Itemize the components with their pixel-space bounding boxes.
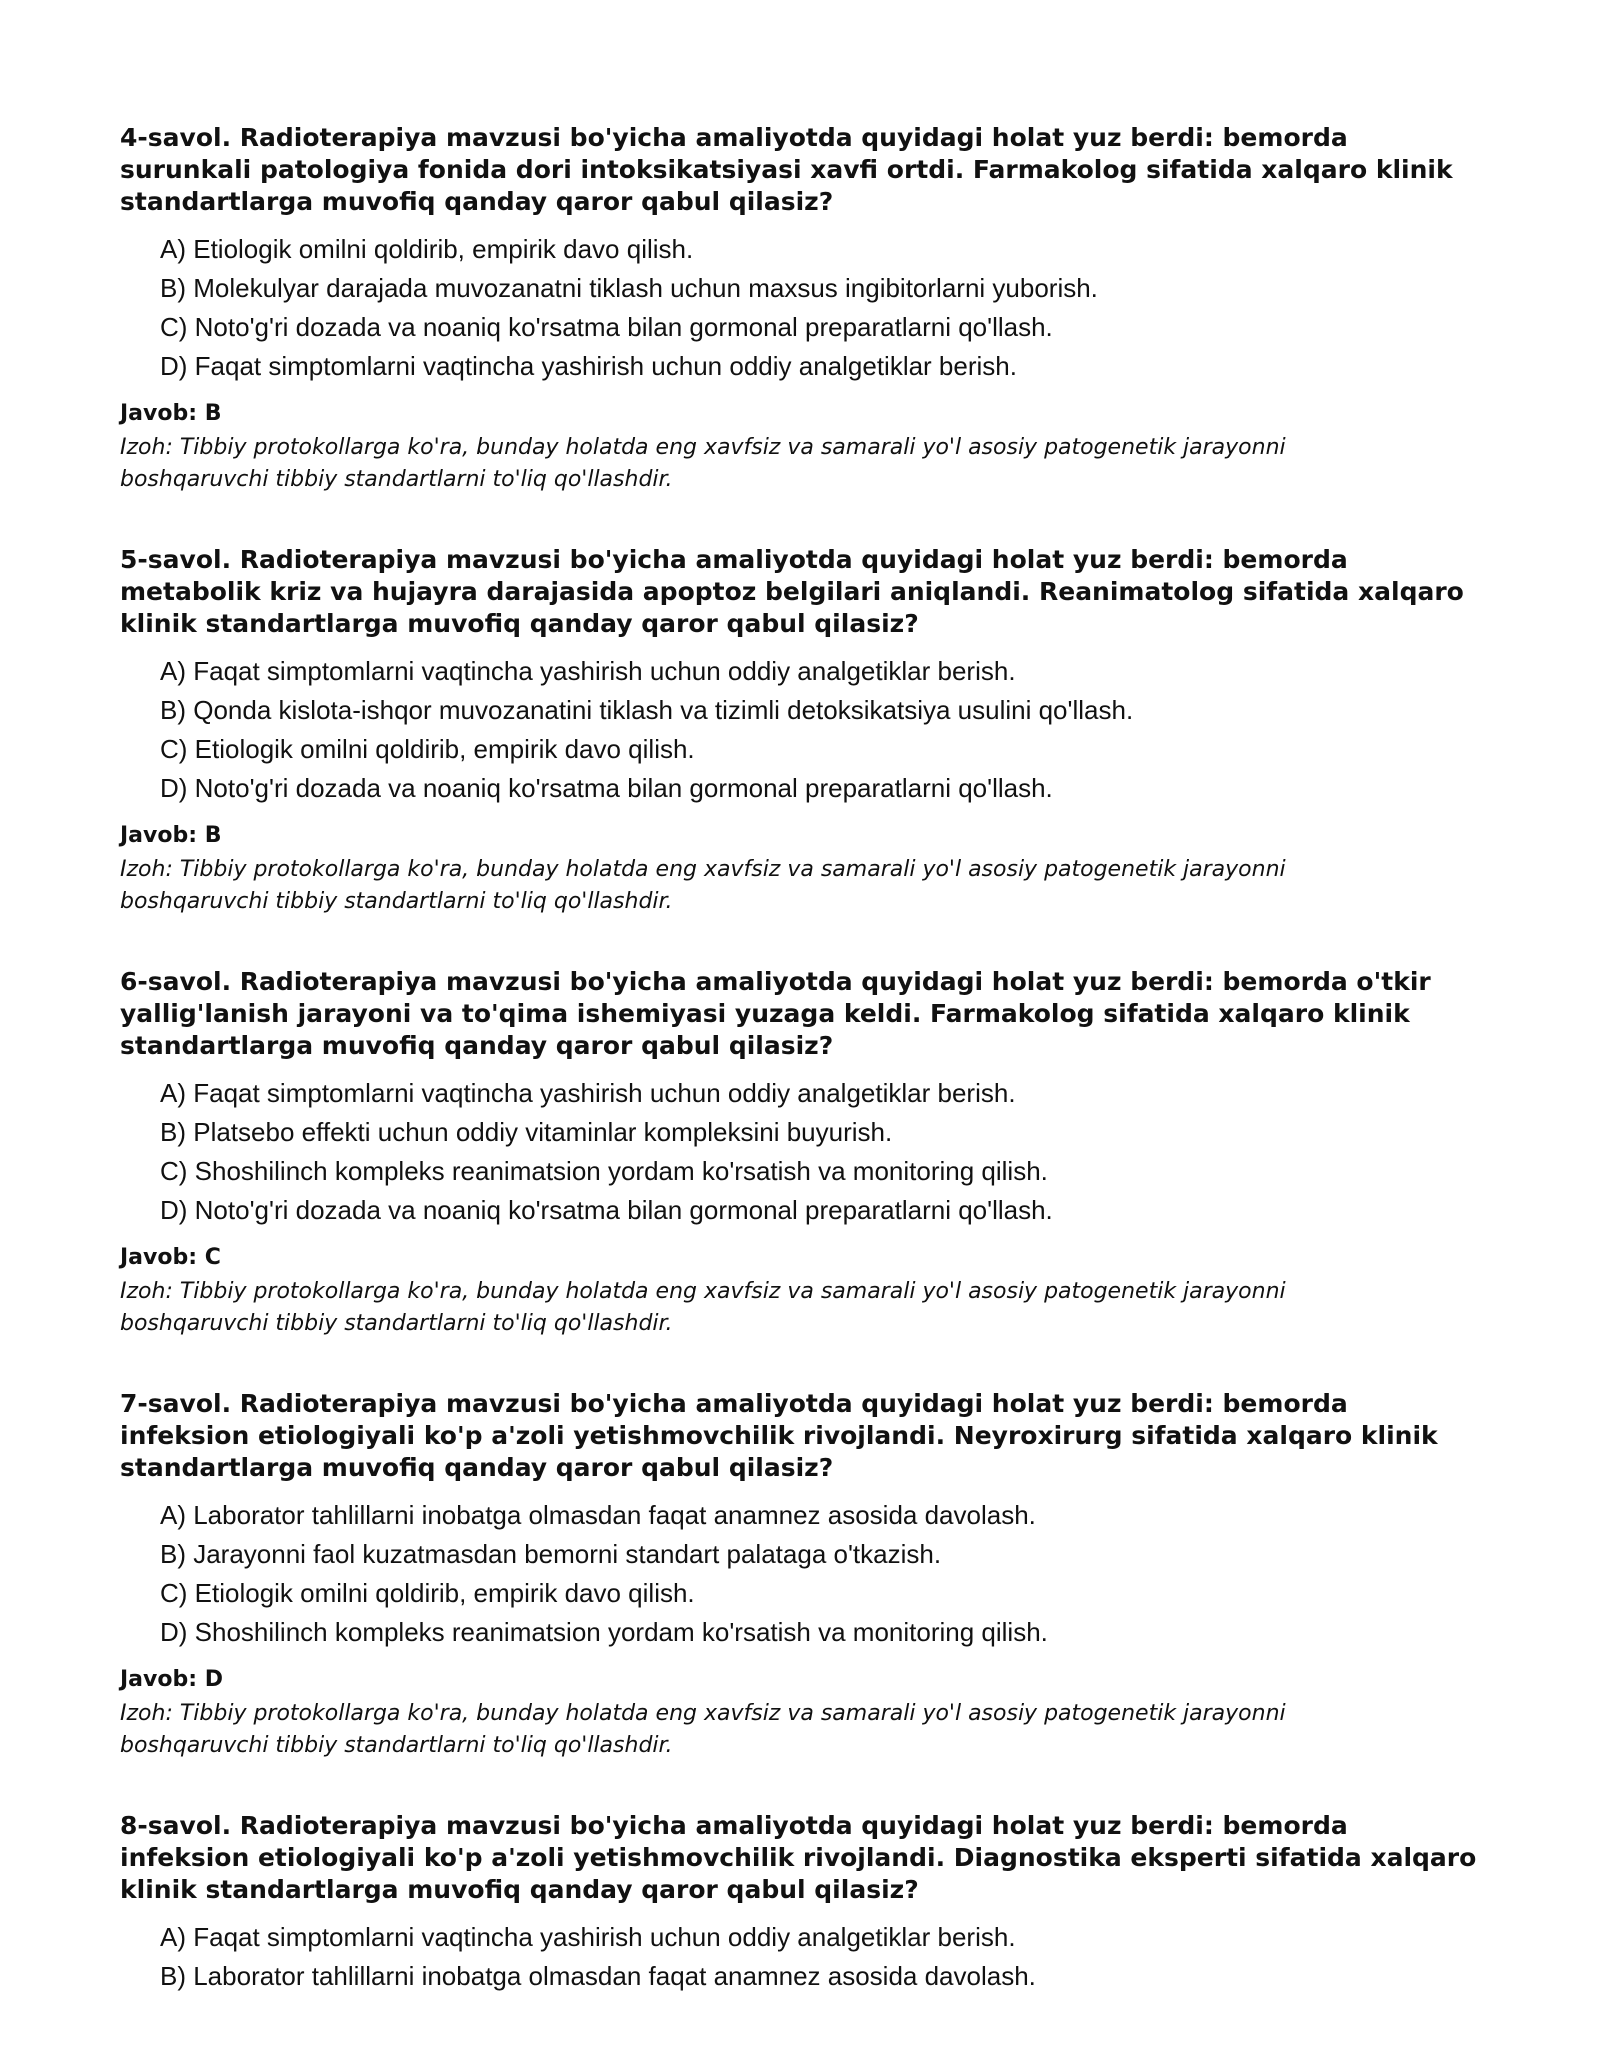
answer-key: Javob: B (120, 401, 222, 426)
question-6 (120, 966, 1480, 1340)
option-c: C) Shoshilinch kompleks reanimatsion yordam ko'rsatish va monitoring qilish. (160, 1156, 1048, 1186)
question-8 (120, 1810, 1480, 1996)
option-c: C) Etiologik omilni qoldirib, empirik davo qilish. (160, 734, 695, 764)
option-a: A) Faqat simptomlarni vaqtincha yashirish uchun oddiy analgetiklar berish. (160, 1922, 1016, 1952)
answer-key: Javob: B (120, 823, 222, 848)
question-7 (120, 1388, 1480, 1762)
answer-options (120, 652, 1480, 808)
explanation-note: Izoh: Tibbiy protokollarga ko'ra, bunday holatda eng xavfsiz va samarali yo'l asosiy patogenetik jarayonni boshqaruvchi tibbiy standartlarni to'liq qo'llashdir. (120, 857, 1286, 914)
answer-options (120, 1496, 1480, 1652)
option-b: B) Laborator tahlillarni inobatga olmasdan faqat anamnez asosida davolash. (160, 1961, 1036, 1991)
document-page (120, 122, 1480, 2044)
option-c: C) Etiologik omilni qoldirib, empirik davo qilish. (160, 1578, 695, 1608)
option-c: C) Noto'g'ri dozada va noaniq ko'rsatma bilan gormonal preparatlarni qo'llash. (160, 312, 1053, 342)
option-d: D) Shoshilinch kompleks reanimatsion yordam ko'rsatish va monitoring qilish. (160, 1617, 1048, 1647)
explanation-note: Izoh: Tibbiy protokollarga ko'ra, bunday holatda eng xavfsiz va samarali yo'l asosiy patogenetik jarayonni boshqaruvchi tibbiy standartlarni to'liq qo'llashdir. (120, 1279, 1286, 1336)
option-a: A) Laborator tahlillarni inobatga olmasdan faqat anamnez asosida davolash. (160, 1500, 1036, 1530)
question-title: 8-savol. Radioterapiya mavzusi bo'yicha amaliyotda quyidagi holat yuz berdi: bemorda infeksion etiologiyali ko'p a'zoli yetishmovchilik rivojlandi. Diagnostika eksperti sifatida xalqaro klinik standartlarga muvofiq qanday qaror qabul qilasiz? (120, 1811, 1477, 1904)
explanation-note: Izoh: Tibbiy protokollarga ko'ra, bunday holatda eng xavfsiz va samarali yo'l asosiy patogenetik jarayonni boshqaruvchi tibbiy standartlarni to'liq qo'llashdir. (120, 1701, 1286, 1758)
answer-options (120, 1074, 1480, 1230)
answer-options (120, 1918, 1480, 1996)
question-title: 4-savol. Radioterapiya mavzusi bo'yicha amaliyotda quyidagi holat yuz berdi: bemorda surunkali patologiya fonida dori intoksikatsiyasi xavfi ortdi. Farmakolog sifatida xalqaro klinik standartlarga muvofiq qanday qaror qabul qilasiz? (120, 123, 1453, 216)
question-title: 6-savol. Radioterapiya mavzusi bo'yicha amaliyotda quyidagi holat yuz berdi: bemorda o'tkir yallig'lanish jarayoni va to'qima ishemiyasi yuzaga keldi. Farmakolog sifatida xalqaro klinik standartlarga muvofiq qanday qaror qabul qilasiz? (120, 967, 1431, 1060)
answer-key: Javob: C (120, 1245, 221, 1270)
answer-key: Javob: D (120, 1667, 223, 1692)
option-a: A) Faqat simptomlarni vaqtincha yashirish uchun oddiy analgetiklar berish. (160, 656, 1016, 686)
option-a: A) Etiologik omilni qoldirib, empirik davo qilish. (160, 234, 694, 264)
option-a: A) Faqat simptomlarni vaqtincha yashirish uchun oddiy analgetiklar berish. (160, 1078, 1016, 1108)
option-d: D) Faqat simptomlarni vaqtincha yashirish uchun oddiy analgetiklar berish. (160, 351, 1017, 381)
option-b: B) Jarayonni faol kuzatmasdan bemorni standart palataga o'tkazish. (160, 1539, 942, 1569)
option-b: B) Platsebo effekti uchun oddiy vitaminlar kompleksini buyurish. (160, 1117, 893, 1147)
question-title: 7-savol. Radioterapiya mavzusi bo'yicha amaliyotda quyidagi holat yuz berdi: bemorda infeksion etiologiyali ko'p a'zoli yetishmovchilik rivojlandi. Neyroxirurg sifatida xalqaro klinik standartlarga muvofiq qanday qaror qabul qilasiz? (120, 1389, 1438, 1482)
option-b: B) Qonda kislota-ishqor muvozanatini tiklash va tizimli detoksikatsiya usulini qo'llash. (160, 695, 1134, 725)
option-b: B) Molekulyar darajada muvozanatni tiklash uchun maxsus ingibitorlarni yuborish. (160, 273, 1098, 303)
answer-options (120, 230, 1480, 386)
question-4 (120, 122, 1480, 496)
question-title: 5-savol. Radioterapiya mavzusi bo'yicha amaliyotda quyidagi holat yuz berdi: bemorda metabolik kriz va hujayra darajasida apoptoz belgilari aniqlandi. Reanimatolog sifatida xalqaro klinik standartlarga muvofiq qanday qaror qabul qilasiz? (120, 545, 1464, 638)
explanation-note: Izoh: Tibbiy protokollarga ko'ra, bunday holatda eng xavfsiz va samarali yo'l asosiy patogenetik jarayonni boshqaruvchi tibbiy standartlarni to'liq qo'llashdir. (120, 435, 1286, 492)
option-d: D) Noto'g'ri dozada va noaniq ko'rsatma bilan gormonal preparatlarni qo'llash. (160, 1195, 1053, 1225)
question-5 (120, 544, 1480, 918)
option-d: D) Noto'g'ri dozada va noaniq ko'rsatma bilan gormonal preparatlarni qo'llash. (160, 773, 1053, 803)
